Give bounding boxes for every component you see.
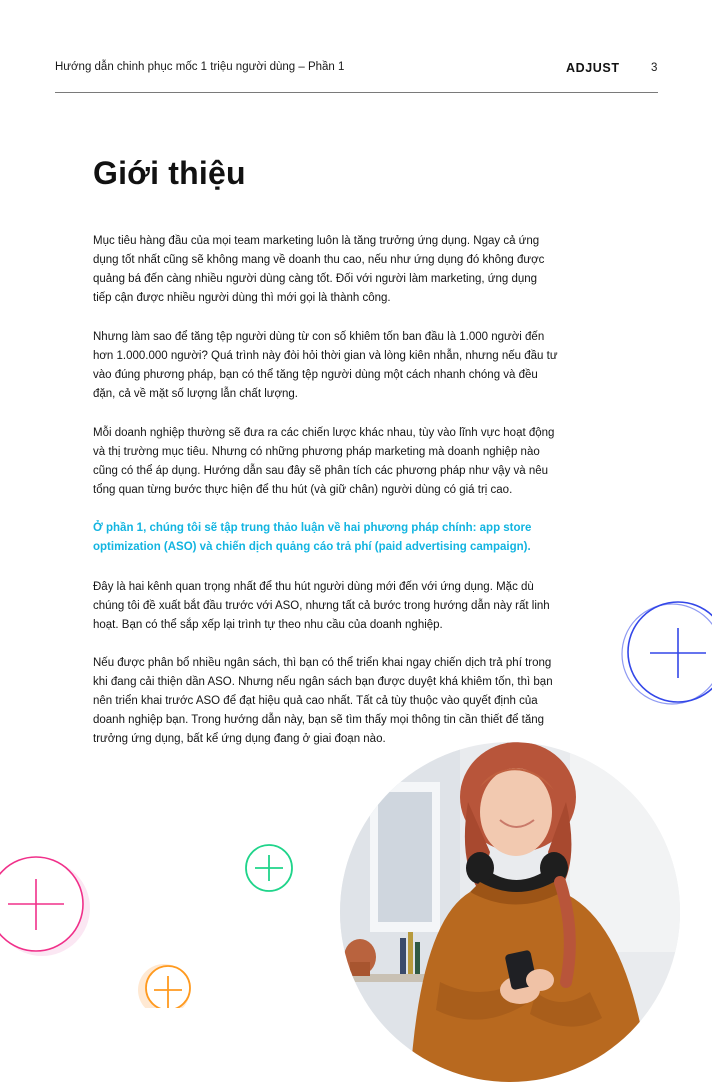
highlight-paragraph: Ở phần 1, chúng tôi sẽ tập trung thảo luận về hai phương pháp chính: app store optimization (ASO) và chiến dịch quảng cáo trả phí (paid advertising campaign). [93, 522, 532, 553]
adjust-logo: ADJUST [566, 61, 620, 75]
paragraph-3: Mỗi doanh nghiệp thường sẽ đưa ra các chiến lược khác nhau, tùy vào lĩnh vực hoạt động và thị trường mục tiêu. Nhưng có những phương pháp marketing mà doanh nghiệp nào cũng có thể áp dụng. Hướng dẫn sau đây sẽ phân tích các phương pháp như vậy và nêu tổng quan từng bước thực hiện để thu hút (và giữ chân) người dùng có giá trị cao. [93, 427, 555, 496]
plus-circle-icon-blue [620, 600, 712, 710]
paragraph-2: Nhưng làm sao để tăng tệp người dùng từ con số khiêm tốn ban đầu là 1.000 người đến hơn 1.000.000 người? Quá trình này đòi hỏi thời gian và lòng kiên nhẫn, nhưng nếu đầu tư vào đúng phương pháp, bạn có thể tăng tệp người dùng một cách nhanh chóng và đều đặn, cả về mặt số lượng lẫn chất lượng. [93, 331, 558, 400]
woman-with-phone-photo [340, 742, 680, 1082]
document-title: Hướng dẫn chinh phục mốc 1 triệu người dùng – Phần 1 [55, 61, 345, 73]
plus-circle-icon-green [242, 842, 296, 896]
paragraph-1: Mục tiêu hàng đầu của mọi team marketing luôn là tăng trưởng ứng dụng. Ngay cả ứng dụng tốt nhất cũng sẽ không mang về doanh thu cao, nếu như ứng dụng đó không được quảng bá đến càng nhiều người dùng càng tốt. Đối với người làm marketing, ứng dụng tiếp cận được nhiều người dùng thì mới gọi là thành công. [93, 235, 545, 304]
paragraph-5: Đây là hai kênh quan trọng nhất để thu hút người dùng mới đến với ứng dụng. Mặc dù chúng tôi đề xuất bắt đầu trước với ASO, nhưng tất cả bước trong hướng dẫn này rất linh hoạt. Bạn có thể sắp xếp lại trình tự theo nhu cầu của doanh nghiệp. [93, 581, 550, 631]
plus-circle-icon-orange [136, 958, 196, 1008]
header-divider [55, 92, 658, 93]
page-number: 3 [651, 62, 658, 74]
page-heading: Giới thiệu [93, 155, 246, 191]
plus-circle-icon-pink [0, 852, 100, 962]
paragraph-6: Nếu được phân bổ nhiều ngân sách, thì bạn có thể triển khai ngay chiến dịch trả phí trong khi đang cải thiện dần ASO. Nhưng nếu ngân sách bạn được duyệt khá khiêm tốn, thì bạn nên triển khai trước ASO để đạt hiệu quả cao nhất. Tất cả tùy thuộc vào quyết định của doanh nghiệp bạn. Trong hướng dẫn này, bạn sẽ tìm thấy mọi thông tin cần thiết để tăng trưởng ứng dụng, bất kể ứng dụng đang ở giai đoạn nào. [93, 657, 553, 745]
